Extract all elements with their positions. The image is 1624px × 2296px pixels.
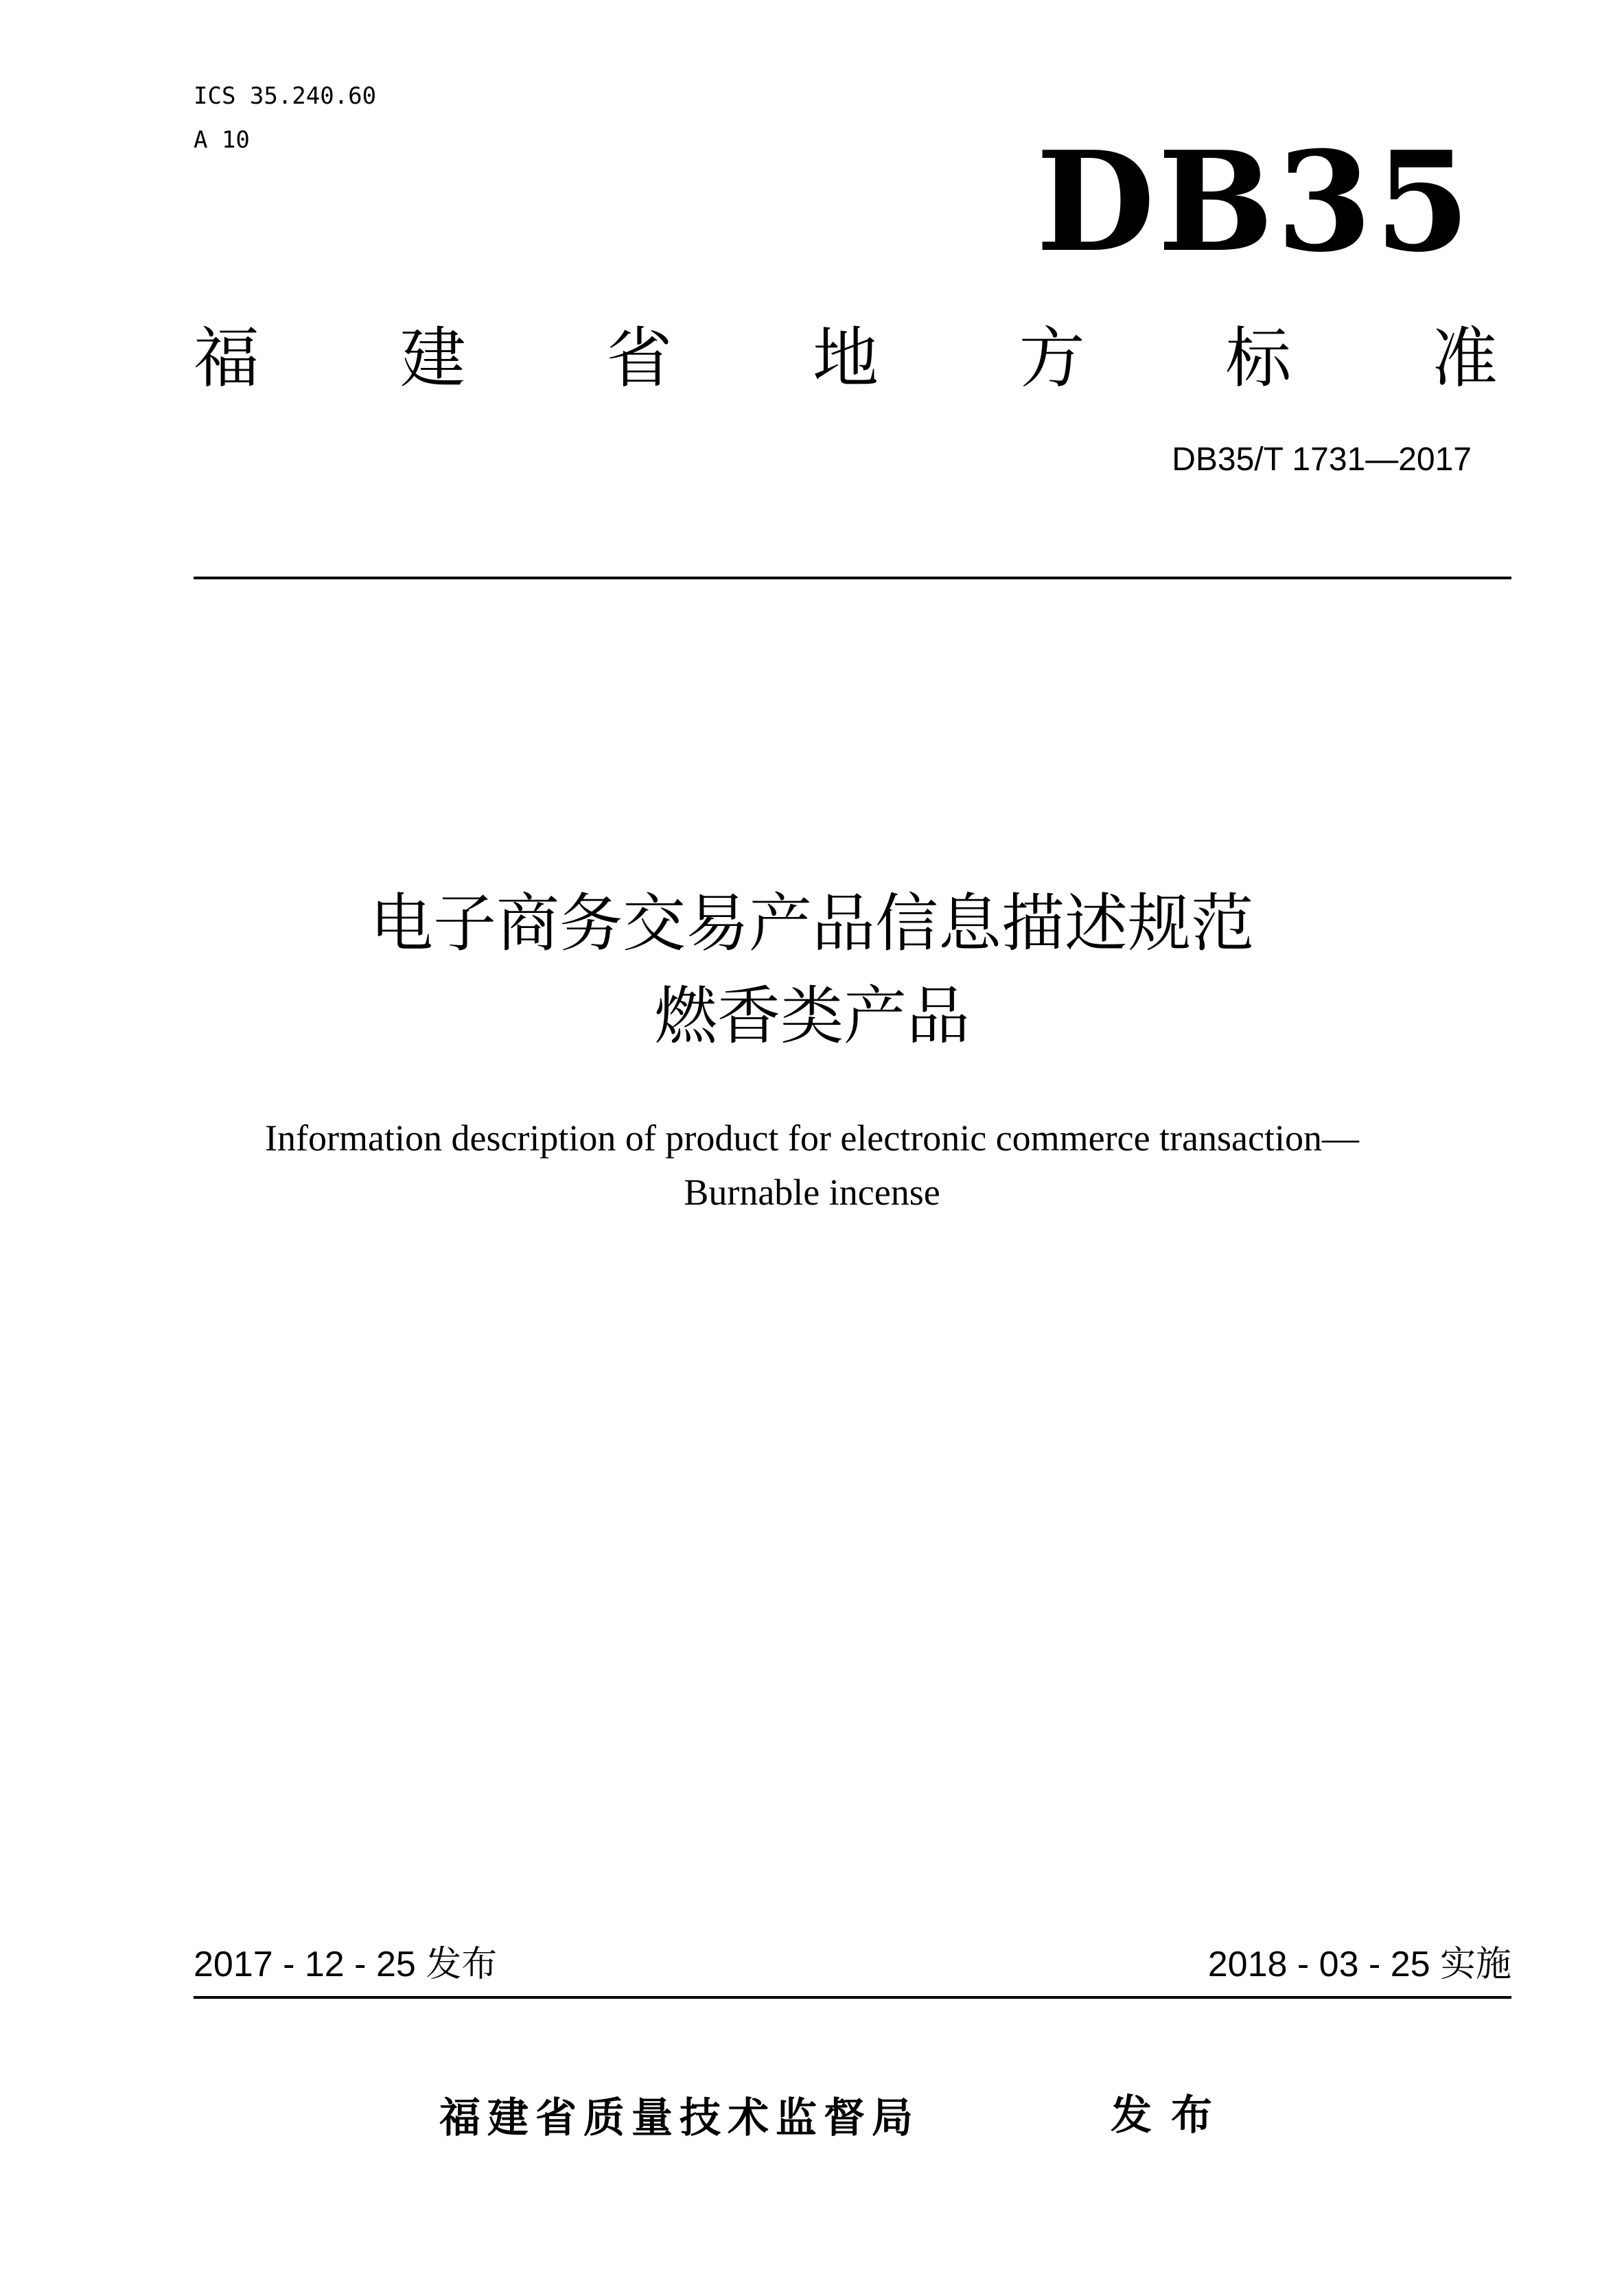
title-english-line-1: Information description of product for electronic commerce transaction—	[265, 1117, 1359, 1159]
standard-type-char: 建	[399, 320, 466, 397]
standard-number: DB35/T 1731—2017	[1172, 441, 1472, 478]
issue-date: 2017 - 12 - 25 发布	[194, 1945, 498, 1984]
standard-type-char: 方	[1019, 320, 1085, 397]
standard-logo: DB35	[1036, 121, 1473, 283]
standard-type-char: 省	[606, 320, 673, 397]
standard-type-char: 标	[1225, 320, 1292, 397]
standard-type-char: 福	[194, 320, 259, 397]
ccs-code: A 10	[194, 126, 250, 154]
bottom-divider	[194, 1996, 1511, 1999]
standard-type-char: 准	[1431, 320, 1498, 397]
standard-type-heading	[194, 317, 1498, 399]
publish-label: 发布	[1111, 2091, 1231, 2140]
ics-code: ICS 35.240.60	[194, 82, 377, 110]
standard-type-char: 地	[812, 320, 879, 397]
publisher-name: 福建省质量技术监督局	[439, 2094, 920, 2142]
title-english-line-2: Burnable incense	[684, 1172, 940, 1213]
implementation-date: 2018 - 03 - 25 实施	[1207, 1945, 1511, 1984]
title-chinese-line-1: 电子商务交易产品信息描述规范	[369, 887, 1254, 960]
top-divider	[194, 577, 1511, 579]
title-chinese-line-2: 燃香类产品	[653, 979, 970, 1053]
